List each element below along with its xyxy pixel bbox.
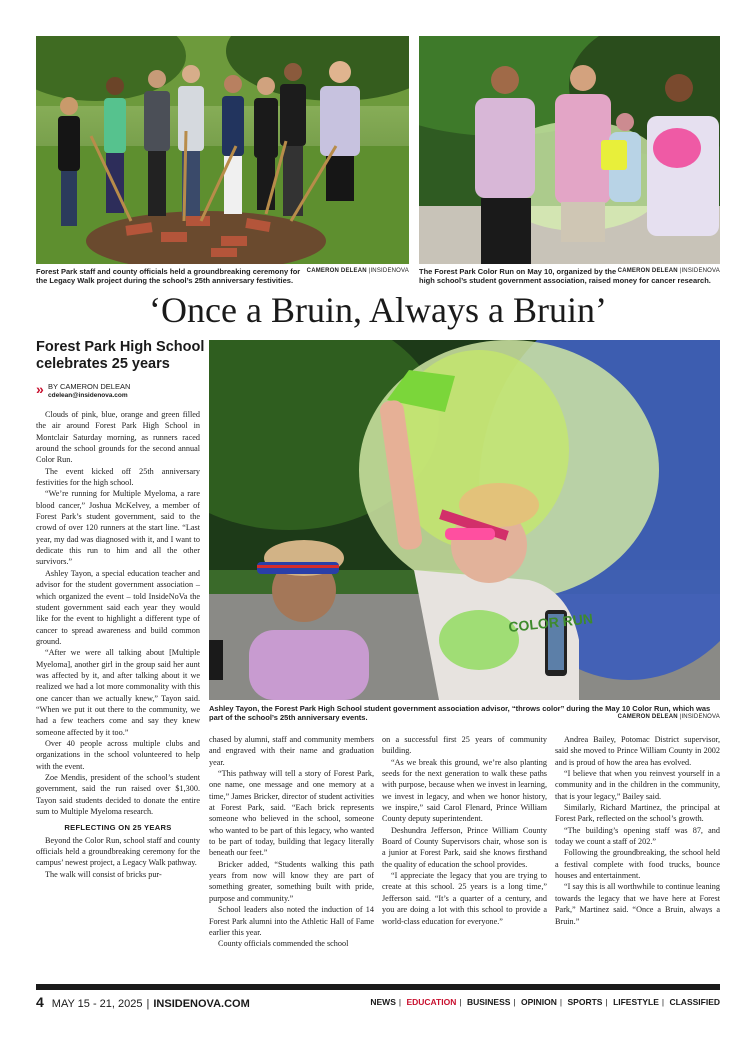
section-business[interactable]: BUSINESS xyxy=(466,997,511,1007)
paragraph: “After we were all talking about [Multiple Myeloma], another girl in the group said her aunt was affected by it, and after talking about it we realized we had a lot more commonality with this one cancer than we actually knew,” Tayon said. “When we put it out there to the community, we had a few teachers come and say they knew someone affected by it too.” xyxy=(36,648,200,737)
main-photo-caption: Ashley Tayon, the Forest Park High School student government association advisor, “throws color” during the May 10 Color Run, which was part of the school’s 25th anniversary events. CAMERON DELEAN |INSIDENOVA xyxy=(209,704,720,722)
headline: ‘Once a Bruin, Always a Bruin’ xyxy=(149,290,607,330)
paragraph: Deshundra Jefferson, Prince William County Board of County Supervisors chair, whose son is a junior at Forest Park, said she knows firsthand the quality of education the school provides. xyxy=(382,825,547,869)
paragraph: The event kicked off 25th anniversary festivities for the high school. xyxy=(36,466,200,488)
page-number: 4 xyxy=(36,994,44,1010)
paragraph: The walk will consist of bricks pur- xyxy=(45,869,162,879)
section-nav: NEWS | EDUCATION | BUSINESS | OPINION | SPORTS | LIFESTYLE | CLASSIFIED xyxy=(370,997,720,1007)
paragraph: Zoe Mendis, president of the school’s student government, said the run raised over $1,300. Tayon said students decided to donate the entire sum to Multiple Myeloma research. xyxy=(36,773,200,817)
byline-chevron-icon: » xyxy=(36,381,44,397)
section-lifestyle[interactable]: LIFESTYLE xyxy=(613,997,659,1007)
byline xyxy=(36,381,206,401)
photo-credit: CAMERON DELEAN |INSIDENOVA xyxy=(617,714,720,720)
paragraph: Ashley Tayon, a special education teacher and advisor for the student government association – which organized the event – told InsideNoVa the student government said each year they would like for the event to highlight a different type of cancer to spread awareness and build common ground. xyxy=(36,568,200,646)
site-link[interactable]: INSIDENOVA.COM xyxy=(153,998,250,1010)
color-run-photo xyxy=(419,36,720,264)
paragraph: “We’re running for Multiple Myeloma, a rare blood cancer,” Joshua McKelvey, a member of Forest Park’s student government, said to the crowd of over 120 runners at the start line. “Last year, my dad was diagnosed with it, and I want to dedicate this run to him and all the other survivors.” xyxy=(36,489,200,567)
article-column-1 xyxy=(36,409,200,880)
shirt-text: COLOR RUN xyxy=(507,610,594,635)
section-classified[interactable]: CLASSIFIED xyxy=(669,997,720,1007)
paragraph: “As we break this ground, we’re also planting seeds for the next generation to walk these paths with purpose, because when we invest in learning, we invest in legacy, and when we honor history, we inspire,” said Carol Flenard, Prince William County deputy superintendent. xyxy=(382,757,547,824)
paragraph: Over 40 people across multiple clubs and organizations in the school volunteered to help with the event. xyxy=(36,738,200,771)
groundbreaking-caption: CAMERON DELEAN |INSIDENOVA Forest Park staff and county officials held a groundbreaking ceremony for the Legacy Walk project during the school’s 25th anniversary festivities. xyxy=(36,267,409,285)
section-opinion[interactable]: OPINION xyxy=(521,997,557,1007)
issue-date: MAY 15 - 21, 2025 xyxy=(51,998,143,1010)
paragraph: Beyond the Color Run, school staff and county officials held a groundbreaking ceremony for the campus’ newest project, a Legacy Walk pathway. xyxy=(36,835,200,868)
paragraph: “This pathway will tell a story of Forest Park, one name, one message and one memory at a time,” James Bricker, director of student activities at Forest Park, said. “Each brick represents someone who believed in the school, someone who wanted to be part of this legacy, who wanted to be part of today, building that legacy literally beneath our feet.” xyxy=(209,769,374,858)
paragraph: County officials commended the school xyxy=(218,939,349,949)
paragraph: Andrea Bailey, Potomac District supervisor, said she moved to Prince William County in 2002 and is proud of how the area has evolved. xyxy=(555,735,720,767)
photo-credit: CAMERON DELEAN |INSIDENOVA xyxy=(306,268,409,274)
footer-rule xyxy=(36,984,720,990)
photo-credit: CAMERON DELEAN |INSIDENOVA xyxy=(617,268,720,274)
groundbreaking-photo xyxy=(36,36,409,264)
paragraph: “The building’s opening staff was 87, and today we count a staff of 202.” xyxy=(555,825,720,847)
article-column-2 xyxy=(209,734,374,950)
section-news[interactable]: NEWS xyxy=(370,997,396,1007)
paragraph: chased by alumni, staff and community members and engraved with their name and graduation year. xyxy=(209,735,374,767)
byline-email[interactable]: cdelean@insidenova.com xyxy=(48,392,128,399)
paragraph: on a successful first 25 years of community building. xyxy=(382,735,547,756)
paragraph: Following the groundbreaking, the school held a festival complete with food trucks, bounce houses and entertainment. xyxy=(555,848,720,881)
section-sports[interactable]: SPORTS xyxy=(567,997,603,1007)
folio: 4 MAY 15 - 21, 2025 | INSIDENOVA.COM xyxy=(36,994,250,1010)
article-column-3 xyxy=(382,734,547,927)
main-photo xyxy=(209,340,720,700)
paragraph: “I believe that when you reinvest yourself in a community and in the children in the community, that is your legacy,” Bailey said. xyxy=(555,769,720,801)
article-column-4 xyxy=(555,734,720,927)
color-run-caption: CAMERON DELEAN |INSIDENOVA The Forest Park Color Run on May 10, organized by the high school’s student government association, raised money for cancer research. xyxy=(419,267,720,285)
subhead: Forest Park High School celebrates 25 years xyxy=(36,339,205,372)
section-subhead: REFLECTING ON 25 YEARS xyxy=(64,823,172,833)
paragraph: “I appreciate the legacy that you are trying to create at this school. 25 years is a long time,” Jefferson said. “It’s a quarter of a century, and you are doing a lot with this school to provide a world-class education for everyone.” xyxy=(382,871,547,926)
paragraph: School leaders also noted the induction of 14 Forest Park alumni into the Athletic Hall of Fame earlier this year. xyxy=(209,905,374,937)
paragraph: Similarly, Richard Martinez, the principal at Forest Park, reflected on the school’s growth. xyxy=(555,803,720,824)
paragraph: “I say this is all worthwhile to continue leaning towards the legacy that we have here at Forest Park,” Martinez said. “Once a Bruin, always a Bruin.” xyxy=(555,882,720,926)
paragraph: Bricker added, “Students walking this path years from now will know they are part of something greater, something built with pride, purpose and community.” xyxy=(209,859,374,903)
section-education[interactable]: EDUCATION xyxy=(406,997,457,1007)
byline-author: BY CAMERON DELEAN xyxy=(48,382,131,391)
paragraph: Clouds of pink, blue, orange and green filled the air around Forest Park High School in Montclair Saturday morning, as runners raced around the school grounds for the second annual Color Run. xyxy=(36,410,200,465)
